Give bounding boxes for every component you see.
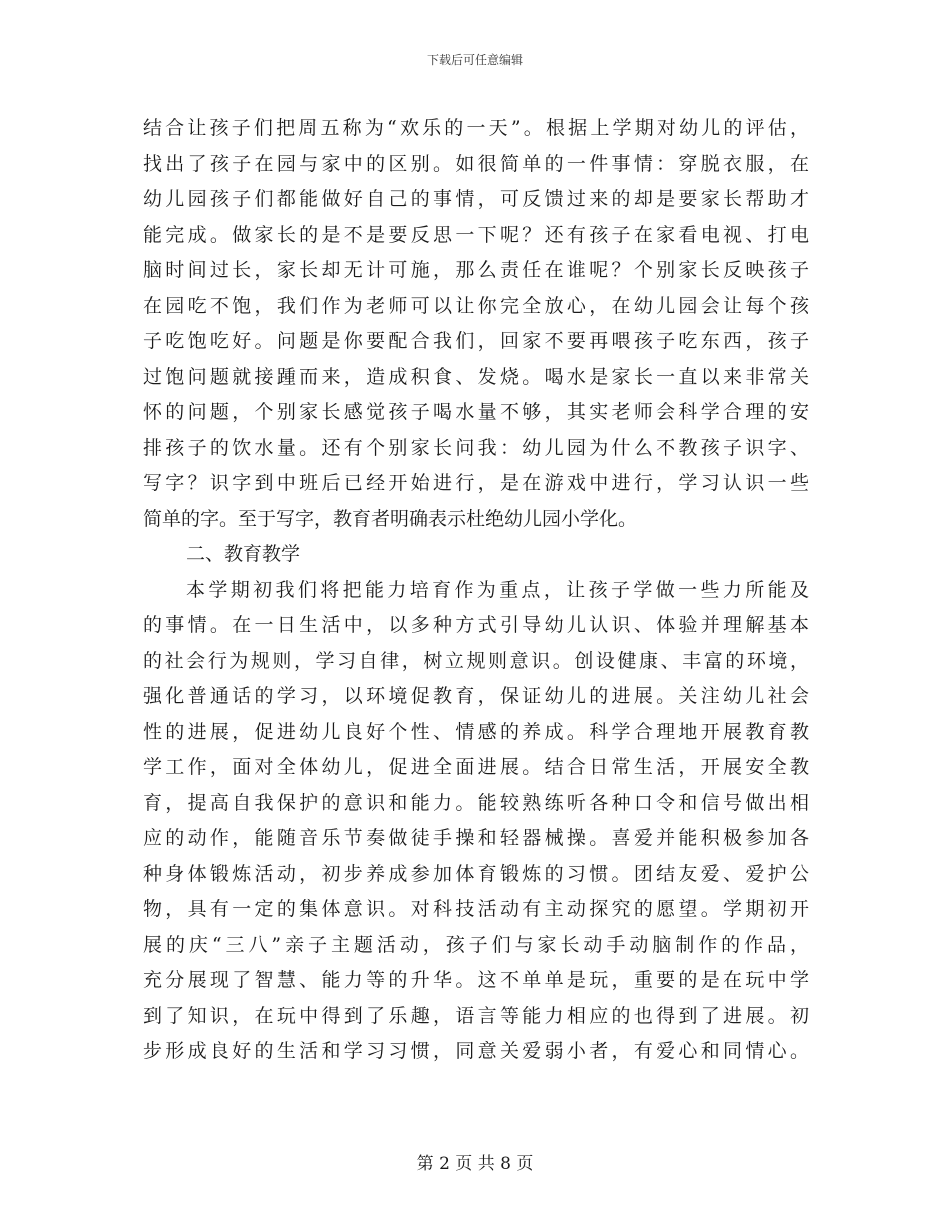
body-line: 怀的问题，个别家长感觉孩子喝水量不够，其实老师会科学合理的安 <box>143 401 809 423</box>
body-line: 步形成良好的生活和学习习惯，同意关爱弱小者，有爱心和同情心。 <box>143 1040 809 1062</box>
body-line: 的社会行为规则，学习自律，树立规则意识。创设健康、丰富的环境， <box>143 649 809 672</box>
body-line: 种身体锻炼活动，初步养成参加体育锻炼的习惯。团结友爱、爱护公 <box>143 862 809 885</box>
body-line: 简单的字。至于写字，教育者明确表示杜绝幼儿园小学化。 <box>143 507 638 530</box>
body-line: 性的进展，促进幼儿良好个性、情感的养成。科学合理地开展教育教 <box>143 720 809 743</box>
body-line: 充分展现了智慧、能力等的升华。这不单单是玩，重要的是在玩中学 <box>143 969 809 991</box>
body-line: 物，具有一定的集体意识。对科技活动有主动探究的愿望。学期初开 <box>143 898 809 920</box>
body-line: 育，提高自我保护的意识和能力。能较熟练听各种口令和信号做出相 <box>143 791 809 814</box>
section-heading: 二、教育教学 <box>186 543 301 565</box>
body-line: 在园吃不饱，我们作为老师可以让你完全放心，在幼儿园会让每个孩 <box>143 294 809 317</box>
body-line: 过饱问题就接踵而来，造成积食、发烧。喝水是家长一直以来非常关 <box>143 365 809 388</box>
body-line: 展的庆“三八”亲子主题活动，孩子们与家长动手动脑制作的作品， <box>143 933 809 956</box>
body-line: 能完成。做家长的是不是要反思一下呢？还有孩子在家看电视、打电 <box>143 223 809 246</box>
body-line: 写字？识字到中班后已经开始进行，是在游戏中进行，学习认识一些 <box>143 472 809 494</box>
body-line: 到了知识，在玩中得到了乐趣，语言等能力相应的也得到了进展。初 <box>143 1004 809 1027</box>
page-number: 第 2 页 共 8 页 <box>416 1154 534 1174</box>
body-line: 的事情。在一日生活中，以多种方式引导幼儿认识、体验并理解基本 <box>143 614 809 636</box>
document-body <box>143 111 809 1070</box>
page-header: 下载后可任意编辑 <box>426 53 523 67</box>
body-line: 应的动作，能随音乐节奏做徒手操和轻器械操。喜爱并能积极参加各 <box>143 827 809 849</box>
paragraph-first-line: 本学期初我们将把能力培育作为重点，让孩子学做一些力所能及 <box>186 578 809 601</box>
body-line: 学工作，面对全体幼儿，促进全面进展。结合日常生活，开展安全教 <box>143 756 809 778</box>
body-line: 排孩子的饮水量。还有个别家长问我：幼儿园为什么不教孩子识字、 <box>143 436 809 459</box>
body-line: 找出了孩子在园与家中的区别。如很简单的一件事情：穿脱衣服，在 <box>143 152 809 175</box>
body-line: 脑时间过长，家长却无计可施，那么责任在谁呢？个别家长反映孩子 <box>143 259 809 281</box>
body-line: 结合让孩子们把周五称为“欢乐的一天”。根据上学期对幼儿的评估， <box>143 117 809 139</box>
body-line: 幼儿园孩子们都能做好自己的事情，可反馈过来的却是要家长帮助才 <box>143 188 809 210</box>
body-line: 子吃饱吃好。问题是你要配合我们，回家不要再喂孩子吃东西，孩子 <box>143 330 809 352</box>
body-line: 强化普通话的学习，以环境促教育，保证幼儿的进展。关注幼儿社会 <box>143 685 809 707</box>
